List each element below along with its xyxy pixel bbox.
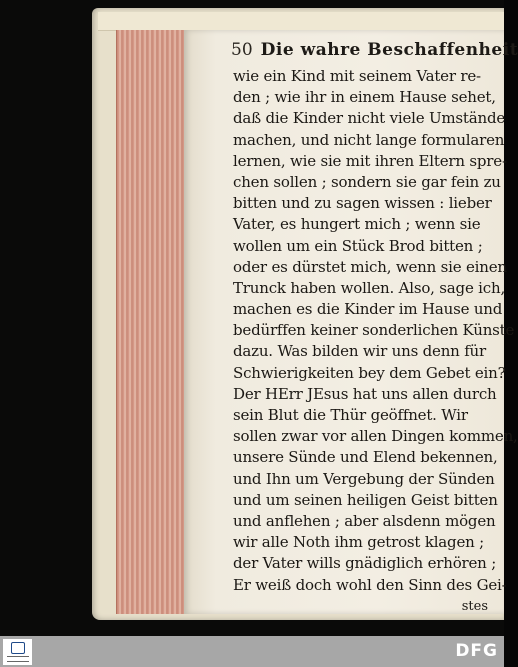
dfg-logo: DFG bbox=[455, 641, 498, 661]
page-number: 50 bbox=[231, 40, 253, 60]
text-line: bedürffen keiner sonderlichen Künste bbox=[233, 321, 515, 340]
text-line: sollen zwar vor allen Dingen kommen, bbox=[233, 427, 518, 446]
text-line: Schwierigkeiten bey dem Gebet ein? bbox=[233, 363, 506, 382]
text-line: den ; wie ihr in einem Hause sehet, bbox=[233, 88, 496, 107]
footer-bar bbox=[0, 636, 504, 667]
text-line: und um seinen heiligen Geist bitten bbox=[233, 490, 498, 509]
library-logo bbox=[3, 639, 32, 665]
text-line: sein Blut die Thür geöffnet. Wir bbox=[233, 406, 468, 424]
text-line: Vater, es hungert mich ; wenn sie bbox=[233, 215, 481, 234]
text-line: daß die Kinder nicht viele Umstände bbox=[233, 109, 506, 128]
text-line: und anflehen ; aber alsdenn mögen bbox=[233, 511, 496, 530]
text-line: machen es die Kinder im Hause und bbox=[233, 300, 503, 319]
running-head bbox=[231, 40, 518, 64]
page-edges bbox=[116, 30, 186, 614]
text-line: machen, und nicht lange formularen bbox=[233, 130, 505, 149]
library-wordmark-icon bbox=[7, 656, 29, 662]
text-line: lernen, wie sie mit ihren Eltern spre- bbox=[233, 151, 507, 170]
library-emblem-icon bbox=[11, 642, 25, 654]
text-line: unsere Sünde und Elend bekennen, bbox=[233, 448, 498, 467]
text-line: wie ein Kind mit seinem Vater re- bbox=[233, 67, 481, 85]
text-line: Der HErr JEsus hat uns allen durch bbox=[233, 384, 497, 403]
text-line: bitten und zu sagen wissen : lieber bbox=[233, 194, 492, 213]
text-line: chen sollen ; sondern sie gar fein zu bbox=[233, 172, 501, 191]
text-line: Er weiß doch wohl den Sinn des Gei- bbox=[233, 575, 507, 594]
text-line: oder es dürstet mich, wenn sie einen bbox=[233, 257, 507, 276]
catchword: stes bbox=[461, 598, 488, 614]
text-line: wir alle Noth ihm getrost klagen ; bbox=[233, 533, 485, 552]
text-line: und Ihn um Vergebung der Sünden bbox=[233, 469, 495, 488]
text-block bbox=[233, 66, 518, 617]
cover-edge bbox=[98, 12, 504, 31]
text-line: Trunck haben wollen. Also, sage ich, bbox=[233, 278, 506, 297]
text-line: wollen um ein Stück Brod bitten ; bbox=[233, 236, 483, 255]
text-line: dazu. Was bilden wir uns denn für bbox=[233, 342, 486, 361]
running-title: Die wahre Beschaffenheit bbox=[260, 40, 518, 60]
text-line: der Vater wills gnädiglich erhören ; bbox=[233, 554, 497, 573]
